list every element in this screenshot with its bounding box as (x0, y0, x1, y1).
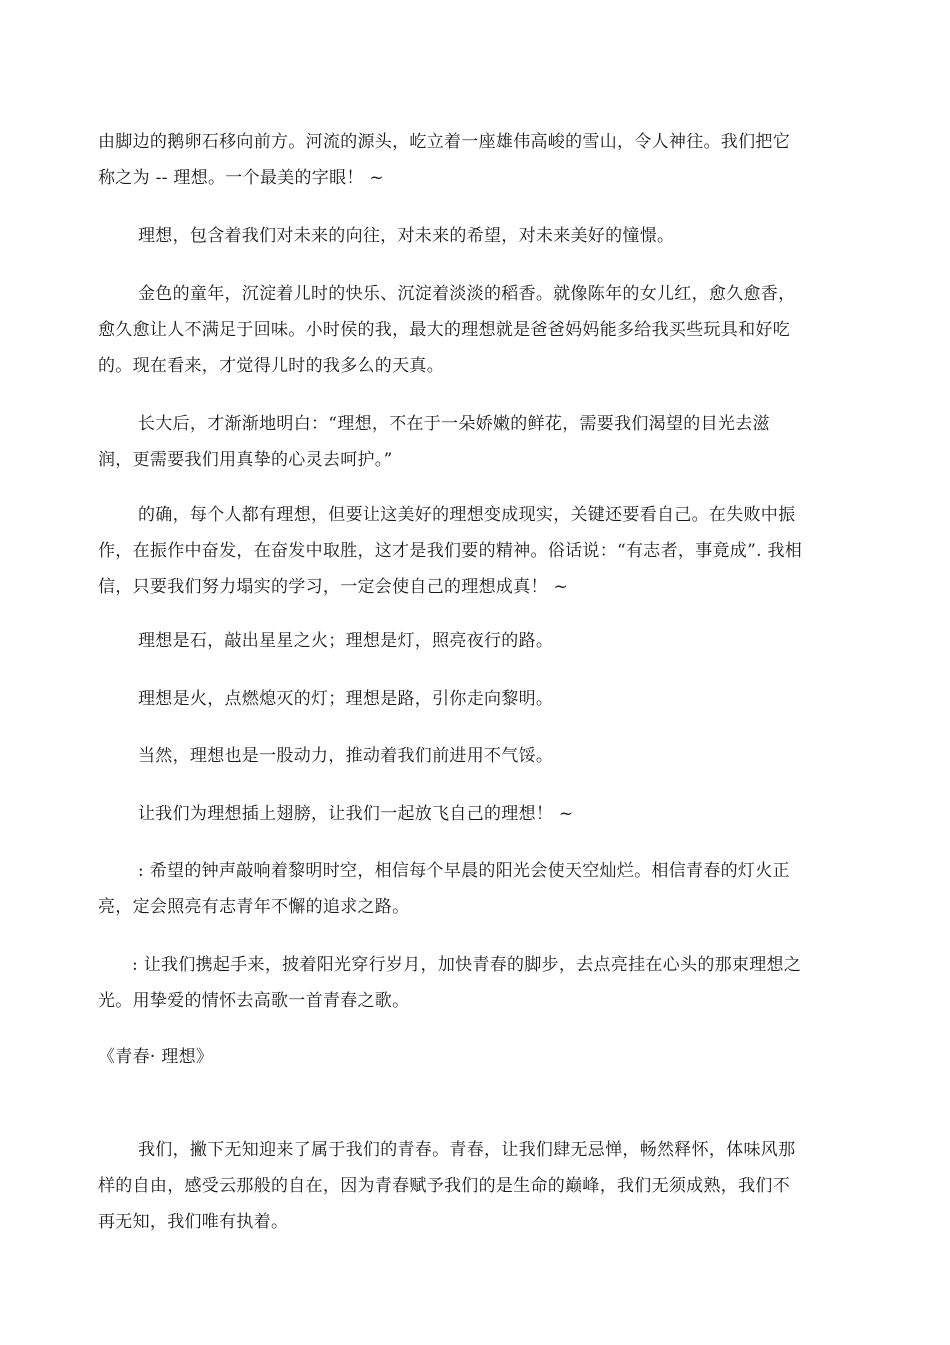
paragraph-5: 的确，每个人都有理想，但要让这美好的理想变成现实，关键还要看自己。在失败中振作，在振作中奋发，在奋发中取胜，这才是我们要的精神。俗话说：“有志者，事竟成”. 我相信，只要我们努力塌实的学习，一定会使自己的理想成真！ ~ (98, 505, 803, 597)
paragraph-2: 理想，包含着我们对未来的向往，对未来的希望，对未来美好的憧憬。 (138, 226, 675, 246)
paragraph-10: : 希望的钟声敲响着黎明时空，相信每个早晨的阳光会使天空灿烂。相信青春的灯火正亮，定会照亮有志青年不懈的追求之路。 (98, 861, 790, 917)
paragraph-7: 理想是火，点燃熄灭的灯；理想是路，引你走向黎明。 (138, 689, 554, 709)
paragraph-13: 我们，撇下无知迎来了属于我们的青春。青春，让我们肆无忌惮，畅然释怀，体味风那样的自由，感受云那般的自在，因为青春赋予我们的是生命的巅峰，我们无须成熟，我们不再无知，我们唯有执着。 (98, 1140, 796, 1232)
section-title: 《青春· 理想》 (98, 1047, 214, 1067)
paragraph-8: 当然，理想也是一股动力，推动着我们前进用不气馁。 (138, 746, 554, 766)
paragraph-3: 金色的童年，沉淀着儿时的快乐、沉淀着淡淡的稻香。就像陈年的女儿红，愈久愈香，愈久愈让人不满足于回味。小时侯的我，最大的理想就是爸爸妈妈能多给我买些玩具和好吃的。现在看来，才觉得儿时的我多么的天真。 (98, 284, 796, 376)
paragraph-1: 由脚边的鹅卵石移向前方。河流的源头，屹立着一座雄伟高峻的雪山，令人神往。我们把它称之为 -- 理想。一个最美的字眼！ ~ (98, 132, 790, 188)
paragraph-11: : 让我们携起手来，披着阳光穿行岁月，加快青春的脚步，去点亮挂在心头的那束理想之光。用挚爱的情怀去高歌一首青春之歌。 (98, 955, 802, 1011)
paragraph-9: 让我们为理想插上翅膀，让我们一起放飞自己的理想！ ~ (138, 804, 574, 824)
paragraph-6: 理想是石，敲出星星之火；理想是灯，照亮夜行的路。 (138, 631, 554, 651)
paragraph-4: 长大后，才渐渐地明白：“理想，不在于一朵娇嫩的鲜花，需要我们渴望的目光去滋润，更需要我们用真挚的心灵去呵护。” (98, 414, 770, 470)
